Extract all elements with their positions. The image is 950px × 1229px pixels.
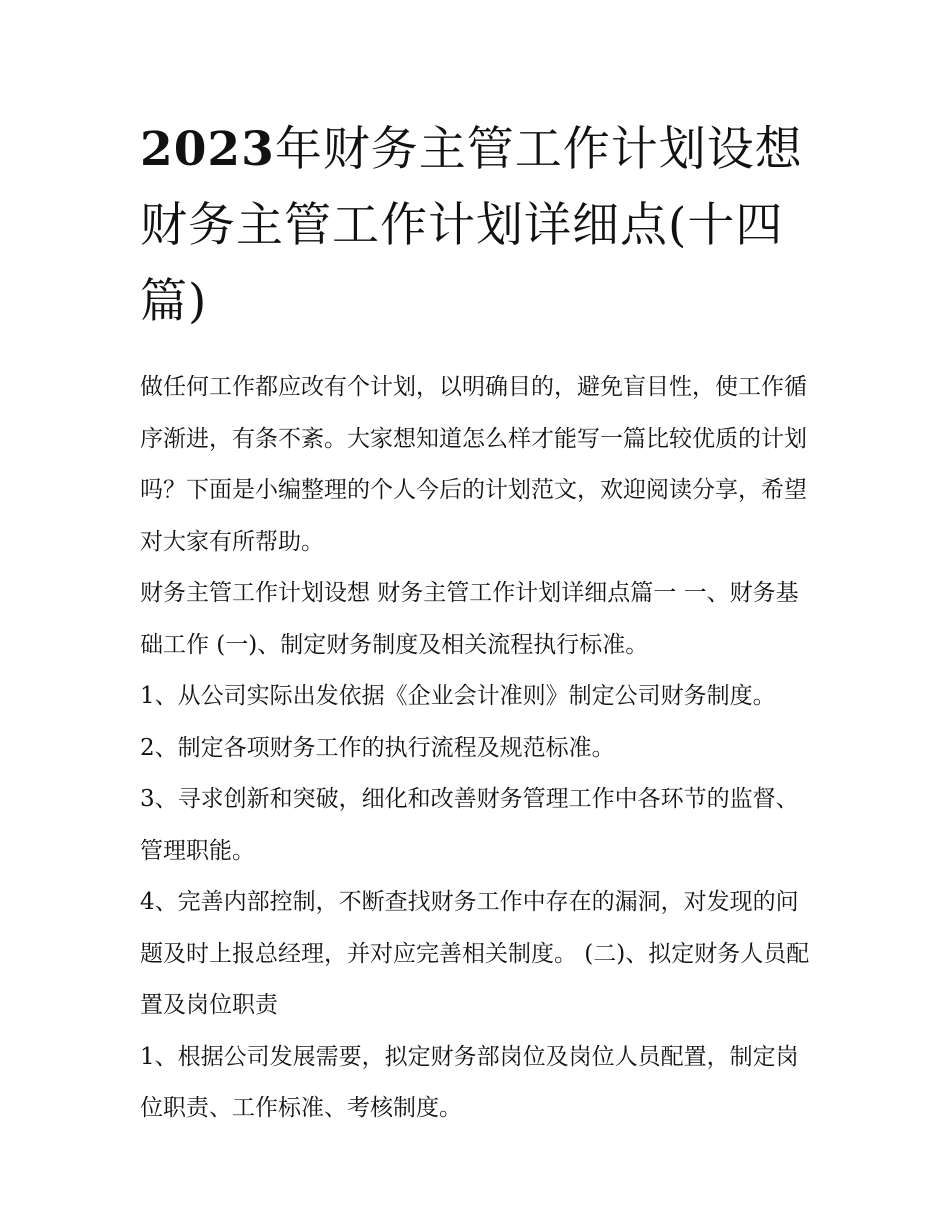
intro-paragraph: 做任何工作都应改有个计划，以明确目的，避免盲目性，使工作循序渐进，有条不紊。大家想知道怎么样才能写一篇比较优质的计划吗？下面是小编整理的个人今后的计划范文，欢迎阅读分享，希望对大家有所帮助。 [140, 374, 807, 555]
title-year: 2023 [140, 122, 275, 177]
list-item-3: 3、寻求创新和突破，细化和改善财务管理工作中各环节的监督、管理职能。 [140, 786, 799, 864]
section-heading-paragraph: 财务主管工作计划设想 财务主管工作计划详细点篇一 一、财务基础工作 (一)、制定财务制度及相关流程执行标准。 [140, 580, 799, 658]
list-item-1: 1、从公司实际出发依据《企业会计准则》制定公司财务制度。 2、制定各项财务工作的执行流程及规范标准。 [140, 683, 776, 761]
list-item-4: 4、完善内部控制，不断查找财务工作中存在的漏洞，对发现的问题及时上报总经理，并对应完善相关制度。 (二)、拟定财务人员配置及岗位职责 [140, 889, 810, 1018]
document-title [140, 112, 815, 340]
list-item-staffing-1: 1、根据公司发展需要，拟定财务部岗位及岗位人员配置，制定岗位职责、工作标准、考核制度。 [140, 1043, 799, 1121]
document-page [140, 112, 815, 1135]
title-text: 年财务主管工作计划设想 财务主管工作计划详细点(十四篇) [140, 122, 803, 329]
